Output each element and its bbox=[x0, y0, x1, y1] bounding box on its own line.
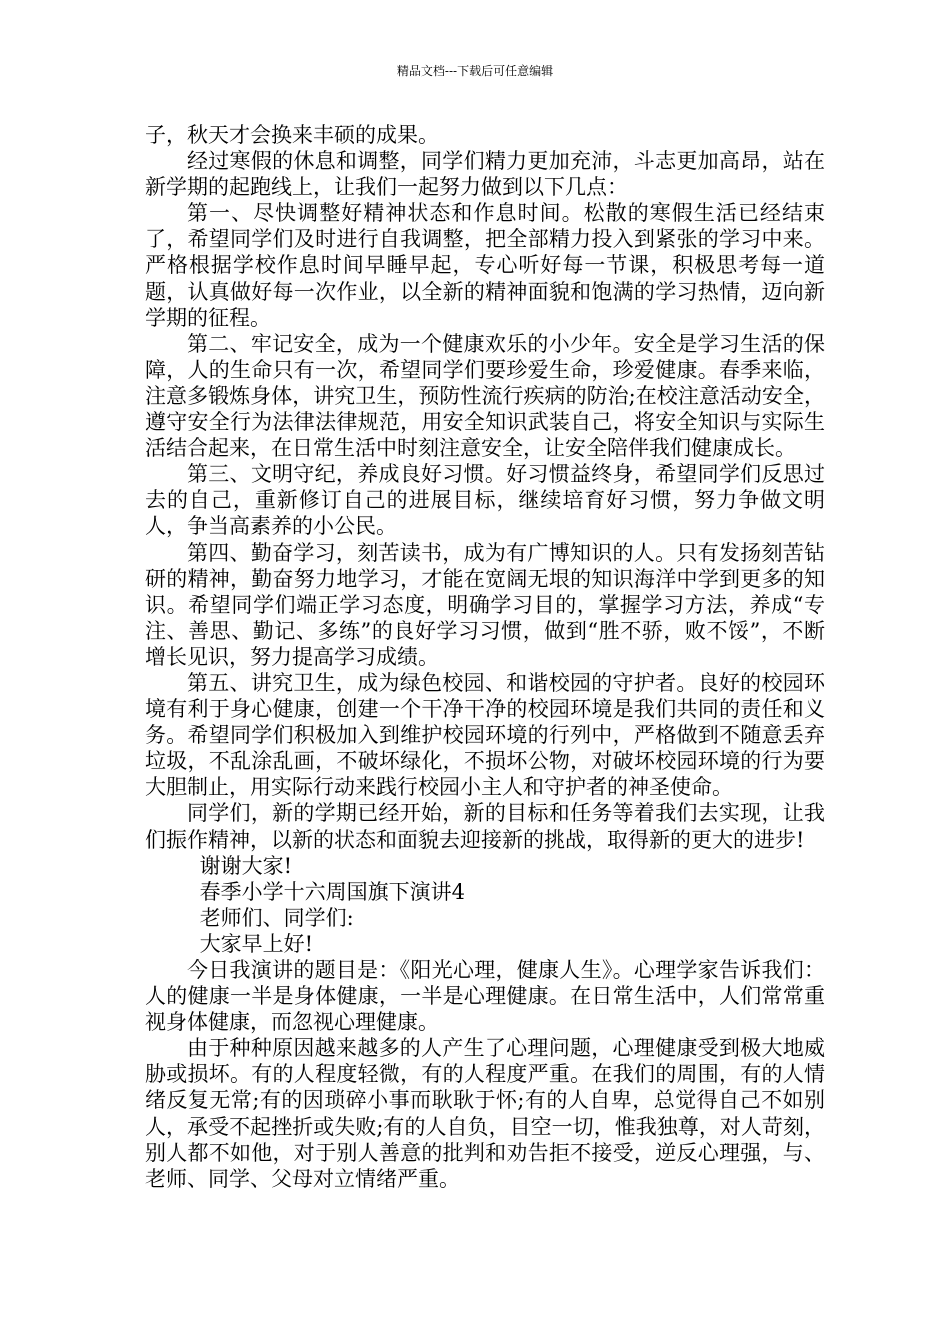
speech-greeting: 大家早上好! bbox=[199, 931, 314, 956]
paragraph-intro: 经过寒假的休息和调整，同学们精力更加充沛，斗志更加高昂，站在新学期的起跑线上，让我们一起努力做到以下几点： bbox=[145, 149, 825, 200]
speech-salutation: 老师们、同学们: bbox=[199, 905, 354, 930]
speech-title: 春季小学十六周国旗下演讲4 bbox=[199, 879, 465, 904]
paragraph-point-5: 第五、讲究卫生，成为绿色校园、和谐校园的守护者。良好的校园环境有利于身心健康，创建一个干净干净的校园环境是我们共同的责任和义务。希望同学们积极加入到维护校园环境的行列中，严格做到不随意丢弃垃圾，不乱涂乱画，不破坏绿化，不损坏公物，对破坏校园环境的行为要大胆制止，用实际行动来践行校园小主人和守护者的神圣使命。 bbox=[145, 670, 825, 800]
paragraph-point-2: 第二、牢记安全，成为一个健康欢乐的小少年。安全是学习生活的保障，人的生命只有一次，希望同学们要珍爱生命，珍爱健康。春季来临，注意多锻炼身体，讲究卫生，预防性流行疾病的防治;在校注意活动安全，遵守安全行为法律法律规范，用安全知识武装自己，将安全知识与实际生活结合起来，在日常生活中时刻注意安全，让安全陪伴我们健康成长。 bbox=[145, 331, 825, 461]
paragraph-point-4: 第四、勤奋学习，刻苦读书，成为有广博知识的人。只有发扬刻苦钻研的精神，勤奋努力地学习，才能在宽阔无垠的知识海洋中学到更多的知识。希望同学们端正学习态度，明确学习目的，掌握学习方法，养成“专注、善思、勤记、多练”的良好学习习惯，做到“胜不骄，败不馁”，不断增长见识，努力提高学习成绩。 bbox=[145, 540, 825, 669]
paragraph-closing: 同学们，新的学期已经开始，新的目标和任务等着我们去实现，让我们振作精神，以新的状态和面貌去迎接新的挑战，取得新的更大的进步! bbox=[145, 801, 825, 852]
paragraph-problems: 由于种种原因越来越多的人产生了心理问题，心理健康受到极大地威胁或损坏。有的人程度轻微，有的人程度严重。在我们的周围，有的人情绪反复无常;有的因琐碎小事而耿耿于怀;有的人自卑，总觉得自己不如别人，承受不起挫折或失败;有的人自负，目空一切，惟我独尊，对人苛刻，别人都不如他，对于别人善意的批判和劝告拒不接受，逆反心理强，与、老师、同学、父母对立情绪严重。 bbox=[145, 1036, 825, 1191]
paragraph-continuation: 子，秋天才会换来丰硕的成果。 bbox=[145, 123, 439, 147]
paragraph-point-1: 第一、尽快调整好精神状态和作息时间。松散的寒假生活已经结束了，希望同学们及时进行自我调整，把全部精力投入到紧张的学习中来。严格根据学校作息时间早睡早起，专心听好每一节课，积极思考每一道题，认真做好每一次作业，以全新的精神面貌和饱满的学习热情，迈向新学期的征程。 bbox=[145, 201, 825, 330]
document-body bbox=[145, 122, 825, 1192]
page-header: 精品文档---下载后可任意编辑 bbox=[396, 64, 554, 78]
paragraph-thanks: 谢谢大家! bbox=[199, 853, 293, 878]
paragraph-point-3: 第三、文明守纪，养成良好习惯。好习惯益终身，希望同学们反思过去的自己，重新修订自己的进展目标，继续培育好习惯，努力争做文明人，争当高素养的小公民。 bbox=[145, 462, 825, 539]
paragraph-topic: 今日我演讲的题目是：《阳光心理，健康人生》。心理学家告诉我们：人的健康一半是身体健康，一半是心理健康。在日常生活中，人们常常重视身体健康，而忽视心理健康。 bbox=[145, 958, 825, 1035]
